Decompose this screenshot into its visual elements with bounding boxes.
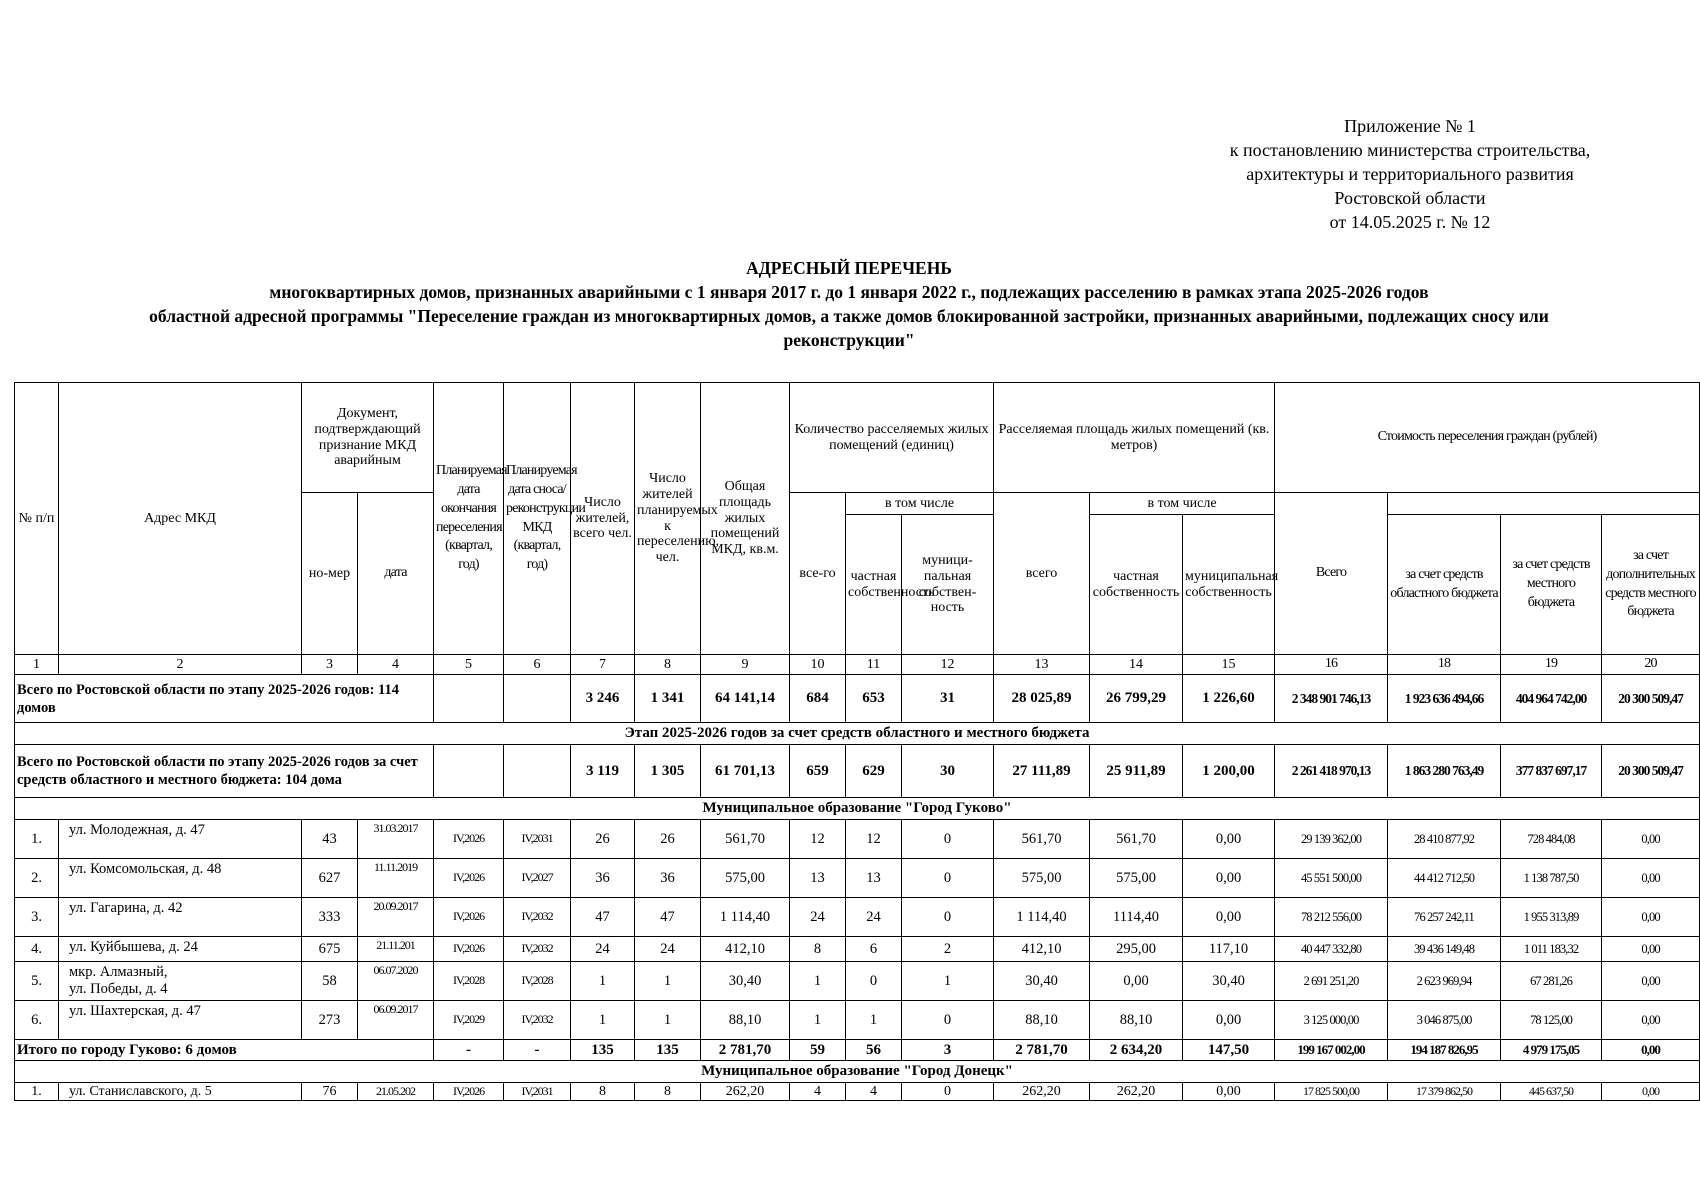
table-row [15,1001,1700,1040]
table-cell: 561,70 [701,820,790,859]
table-cell: 273 [302,1001,358,1040]
table-cell: 2 [902,937,994,962]
col-residents-total-header: Число жителей, всего чел. [571,383,635,655]
total-cell: 30 [902,745,994,798]
table-cell: 6. [15,1001,59,1040]
table-cell: IV,2026 [434,937,504,962]
table-cell: 0,00 [1183,859,1275,898]
appendix-line: архитектуры и территориального развития [1246,164,1574,184]
table-cell: 4. [15,937,59,962]
col-rooms-total-header: все-го [790,493,846,655]
table-cell: 47 [635,898,701,937]
table-cell: 0 [902,820,994,859]
table-cell: 675 [302,937,358,962]
address-cell: ул. Куйбышева, д. 24 [59,937,302,962]
table-cell: 561,70 [994,820,1090,859]
municipality-title: Муниципальное образование "Город Донецк" [15,1061,1700,1083]
total-cell: 20 300 509,47 [1602,745,1700,798]
col-address-header: Адрес МКД [59,383,302,655]
table-cell: 17 379 862,50 [1388,1083,1501,1101]
total-cell: 27 111,89 [994,745,1090,798]
table-cell: 24 [790,898,846,937]
col-area-incl-header: в том числе [1090,493,1275,515]
total-cell: 1 923 636 494,66 [1388,675,1501,723]
table-cell: 1 011 183,32 [1501,937,1602,962]
table-row [15,1083,1700,1101]
table-cell: 45 551 500,00 [1275,859,1388,898]
table-cell: 575,00 [701,859,790,898]
table-cell: 445 637,50 [1501,1083,1602,1101]
table-cell: 561,70 [1090,820,1183,859]
table-cell: IV,2031 [504,820,571,859]
table-cell: 0,00 [1602,859,1700,898]
total-cell: 404 964 742,00 [1501,675,1602,723]
table-cell: IV,2028 [504,962,571,1001]
table-cell: 728 484,08 [1501,820,1602,859]
col-resettlement-end-header: Планируемая дата окончания переселения (квартал, год) [434,383,504,655]
column-number: 20 [1602,655,1700,675]
table-cell: 0,00 [1183,1001,1275,1040]
table-cell: 262,20 [1090,1083,1183,1101]
column-number: 4 [358,655,434,675]
table-cell: 3 046 875,00 [1388,1001,1501,1040]
total-cell: 20 300 509,47 [1602,675,1700,723]
subtotal-cell: 4 979 175,05 [1501,1040,1602,1061]
table-cell: 1 114,40 [701,898,790,937]
table-cell: 0 [902,859,994,898]
col-cost-incl-spacer [1388,493,1700,515]
table-cell: 26 [571,820,635,859]
appendix-line: к постановлению министерства строительства, [1229,140,1591,160]
table-cell: 44 412 712,50 [1388,859,1501,898]
col-rooms-incl-header: в том числе [846,493,994,515]
table-cell: 30,40 [701,962,790,1001]
table-cell: 40 447 332,80 [1275,937,1388,962]
col-rooms-private-header: частная собственность [846,515,902,655]
address-cell: мкр. Алмазный, ул. Победы, д. 4 [59,962,302,1001]
total-cell: 1 305 [635,745,701,798]
column-number: 3 [302,655,358,675]
table-cell: 11.11.2019 [358,859,434,898]
table-cell: 24 [571,937,635,962]
table-cell: IV,2032 [504,937,571,962]
table-cell: 2 691 251,20 [1275,962,1388,1001]
col-total-area-header: Общая площадь жилых помещений МКД, кв.м. [701,383,790,655]
table-cell: 12 [846,820,902,859]
col-rooms-municipal-header: муници-пальная собствен-ность [902,515,994,655]
column-number: 9 [701,655,790,675]
table-cell: IV,2027 [504,859,571,898]
table-cell: 13 [846,859,902,898]
address-cell: ул. Станиславского, д. 5 [59,1083,302,1101]
subtotal-cell: 3 [902,1040,994,1061]
subtotal-cell: 135 [571,1040,635,1061]
document-title [14,256,1684,352]
total-cell: 2 261 418 970,13 [1275,745,1388,798]
table-cell: 412,10 [994,937,1090,962]
table-cell: IV,2026 [434,820,504,859]
total-cell: 1 341 [635,675,701,723]
col-area-total-header: всего [994,493,1090,655]
table-cell: 06.07.2020 [358,962,434,1001]
table-cell: 17 825 500,00 [1275,1083,1388,1101]
table-cell: 1 [790,962,846,1001]
municipality-rows [15,1083,1700,1101]
col-area-private-header: частная собственность [1090,515,1183,655]
table-cell: 28 410 877,92 [1388,820,1501,859]
column-number: 11 [846,655,902,675]
subtotal-label: Итого по городу Гуково: 6 домов [15,1040,434,1061]
address-cell: ул. Гагарина, д. 42 [59,898,302,937]
total-cell: 31 [902,675,994,723]
column-number: 15 [1183,655,1275,675]
table-cell: 1 114,40 [994,898,1090,937]
table-cell: IV,2029 [434,1001,504,1040]
table-cell: 2. [15,859,59,898]
table-cell: 13 [790,859,846,898]
total-stage-label: Всего по Ростовской области по этапу 2025-2026 годов за счет средств областного и местного бюджета: 104 дома [15,745,434,798]
appendix-line: Приложение № 1 [1344,116,1476,136]
table-cell: 4 [790,1083,846,1101]
total-cell: 1 200,00 [1183,745,1275,798]
table-row [15,859,1700,898]
table-cell: 29 139 362,00 [1275,820,1388,859]
table-cell: 88,10 [1090,1001,1183,1040]
table-cell: 0 [902,898,994,937]
table-cell: 12 [790,820,846,859]
subtotal-cell: 135 [635,1040,701,1061]
municipality-rows [15,820,1700,1040]
table-cell: 1 [635,1001,701,1040]
table-cell: 295,00 [1090,937,1183,962]
title-line: АДРЕСНЫЙ ПЕРЕЧЕНЬ [746,258,952,278]
col-area-group-header: Расселяемая площадь жилых помещений (кв. метров) [994,383,1275,493]
stage-title-row [15,723,1700,745]
column-number: 5 [434,655,504,675]
table-cell: 1. [15,1083,59,1101]
table-cell: 8 [790,937,846,962]
column-number: 8 [635,655,701,675]
table-cell: 78 125,00 [1501,1001,1602,1040]
total-cell: 2 348 901 746,13 [1275,675,1388,723]
column-number: 18 [1388,655,1501,675]
table-cell: 1 955 313,89 [1501,898,1602,937]
table-cell: 0,00 [1183,820,1275,859]
table-cell: 1 [635,962,701,1001]
appendix-line: Ростовской области [1334,188,1486,208]
municipality-title-row [15,1061,1700,1083]
table-cell: 412,10 [701,937,790,962]
table-cell: 20.09.2017 [358,898,434,937]
table-cell: 575,00 [1090,859,1183,898]
total-cell: 1 863 280 763,49 [1388,745,1501,798]
col-cost-additional-header: за счет дополнительных средств местного бюджета [1602,515,1700,655]
column-number: 19 [1501,655,1602,675]
table-cell: 0,00 [1602,1001,1700,1040]
total-cell: 684 [790,675,846,723]
table-cell: 88,10 [701,1001,790,1040]
title-line: многоквартирных домов, признанных аварийными с 1 января 2017 г. до 1 января 2022 г., подлежащих расселению в рамках этапа 2025-2026 годов [269,282,1429,302]
col-doc-number-header: но-мер [302,493,358,655]
col-cost-total-header: Всего [1275,493,1388,655]
col-doc-date-header: дата [358,493,434,655]
col-num-header: № п/п [15,383,59,655]
total-cell: 61 701,13 [701,745,790,798]
table-cell: 0,00 [1602,937,1700,962]
table-cell: 21.11.201 [358,937,434,962]
table-cell: 21.05.202 [358,1083,434,1101]
column-number: 16 [1275,655,1388,675]
table-cell: 8 [571,1083,635,1101]
table-cell: 26 [635,820,701,859]
empty-cell [504,745,571,798]
total-cell: 1 226,60 [1183,675,1275,723]
table-cell: 31.03.2017 [358,820,434,859]
table-cell: 0,00 [1602,820,1700,859]
table-cell: IV,2026 [434,859,504,898]
empty-cell [434,675,504,723]
table-cell: 30,40 [994,962,1090,1001]
total-cell: 26 799,29 [1090,675,1183,723]
table-cell: 88,10 [994,1001,1090,1040]
table-cell: 0,00 [1183,1083,1275,1101]
subtotal-cell: - [434,1040,504,1061]
table-cell: 0 [846,962,902,1001]
col-cost-regional-header: за счет средств областного бюджета [1388,515,1501,655]
table-cell: 67 281,26 [1501,962,1602,1001]
table-cell: 3 125 000,00 [1275,1001,1388,1040]
subtotal-cell: - [504,1040,571,1061]
table-cell: 0,00 [1602,962,1700,1001]
table-cell: 30,40 [1183,962,1275,1001]
column-number: 13 [994,655,1090,675]
total-all-label: Всего по Ростовской области по этапу 2025-2026 годов: 114 домов [15,675,434,723]
empty-cell [434,745,504,798]
table-cell: 24 [846,898,902,937]
subtotal-cell: 147,50 [1183,1040,1275,1061]
stage-title: Этап 2025-2026 годов за счет средств областного и местного бюджета [15,723,1700,745]
table-cell: 333 [302,898,358,937]
table-cell: 76 257 242,11 [1388,898,1501,937]
table-cell: 1 138 787,50 [1501,859,1602,898]
column-number: 12 [902,655,994,675]
col-cost-local-header: за счет средств местного бюджета [1501,515,1602,655]
table-cell: 5. [15,962,59,1001]
subtotal-cell: 56 [846,1040,902,1061]
table-cell: 1 [571,962,635,1001]
table-cell: 4 [846,1083,902,1101]
table-cell: 36 [571,859,635,898]
table-cell: 76 [302,1083,358,1101]
table-row [15,898,1700,937]
table-cell: 43 [302,820,358,859]
subtotal-cell: 0,00 [1602,1040,1700,1061]
col-residents-planned-header: Число жителей планируемых к переселению, чел. [635,383,701,655]
table-cell: 2 623 969,94 [1388,962,1501,1001]
table-cell: 58 [302,962,358,1001]
table-cell: 1114,40 [1090,898,1183,937]
table-cell: IV,2031 [504,1083,571,1101]
col-cost-group-header: Стоимость переселения граждан (рублей) [1275,383,1700,493]
table-cell: IV,2026 [434,1083,504,1101]
column-number: 1 [15,655,59,675]
table-cell: 47 [571,898,635,937]
table-cell: 0 [902,1001,994,1040]
table-cell: 1 [571,1001,635,1040]
col-document-header: Документ, подтверждающий признание МКД аварийным [302,383,434,493]
table-cell: 24 [635,937,701,962]
total-cell: 3 119 [571,745,635,798]
table-cell: 262,20 [994,1083,1090,1101]
column-number-row [15,655,1700,675]
table-cell: 262,20 [701,1083,790,1101]
total-cell: 25 911,89 [1090,745,1183,798]
table-row [15,937,1700,962]
total-all-row [15,675,1700,723]
table-cell: IV,2032 [504,898,571,937]
table-cell: 8 [635,1083,701,1101]
table-cell: 627 [302,859,358,898]
table-cell: 39 436 149,48 [1388,937,1501,962]
address-cell: ул. Молодежная, д. 47 [59,820,302,859]
subtotal-cell: 194 187 826,95 [1388,1040,1501,1061]
total-cell: 659 [790,745,846,798]
table-cell: 0 [902,1083,994,1101]
table-cell: 575,00 [994,859,1090,898]
title-line: областной адресной программы "Переселение граждан из многоквартирных домов, а также домов блокированной застройки, признанных аварийными, подлежащих сносу или [149,306,1549,326]
subtotal-cell: 2 781,70 [994,1040,1090,1061]
total-cell: 64 141,14 [701,675,790,723]
column-number: 2 [59,655,302,675]
table-row [15,820,1700,859]
table-cell: 78 212 556,00 [1275,898,1388,937]
table-cell: IV,2028 [434,962,504,1001]
address-cell: ул. Шахтерская, д. 47 [59,1001,302,1040]
total-cell: 3 246 [571,675,635,723]
col-area-municipal-header: муниципальная собственность [1183,515,1275,655]
table-cell: IV,2026 [434,898,504,937]
table-cell: 0,00 [1090,962,1183,1001]
title-line: реконструкции" [783,330,915,350]
table-cell: 1 [902,962,994,1001]
table-row [15,962,1700,1001]
column-number: 14 [1090,655,1183,675]
column-number: 7 [571,655,635,675]
subtotal-cell: 2 781,70 [701,1040,790,1061]
total-cell: 629 [846,745,902,798]
table-cell: 1. [15,820,59,859]
col-demolition-header: Планируемая дата сноса/ реконструкции МКД (квартал, год) [504,383,571,655]
table-cell: IV,2032 [504,1001,571,1040]
address-cell: ул. Комсомольская, д. 48 [59,859,302,898]
municipality-title-row [15,798,1700,820]
empty-cell [504,675,571,723]
total-cell: 28 025,89 [994,675,1090,723]
total-stage-row [15,745,1700,798]
appendix-note [1150,114,1670,234]
table-cell: 3. [15,898,59,937]
subtotal-row [15,1040,1700,1061]
column-number: 6 [504,655,571,675]
appendix-line: от 14.05.2025 г. № 12 [1329,212,1491,232]
table-cell: 06.09.2017 [358,1001,434,1040]
subtotal-cell: 199 167 002,00 [1275,1040,1388,1061]
table-cell: 0,00 [1183,898,1275,937]
column-number: 10 [790,655,846,675]
table-cell: 36 [635,859,701,898]
subtotal-cell: 59 [790,1040,846,1061]
table-cell: 117,10 [1183,937,1275,962]
total-cell: 653 [846,675,902,723]
table-cell: 0,00 [1602,1083,1700,1101]
subtotal-cell: 2 634,20 [1090,1040,1183,1061]
table-cell: 1 [790,1001,846,1040]
municipality-title: Муниципальное образование "Город Гуково" [15,798,1700,820]
table-cell: 0,00 [1602,898,1700,937]
address-register-table [14,382,1700,1101]
total-cell: 377 837 697,17 [1501,745,1602,798]
table-cell: 6 [846,937,902,962]
col-rooms-group-header: Количество расселяемых жилых помещений (единиц) [790,383,994,493]
table-cell: 1 [846,1001,902,1040]
